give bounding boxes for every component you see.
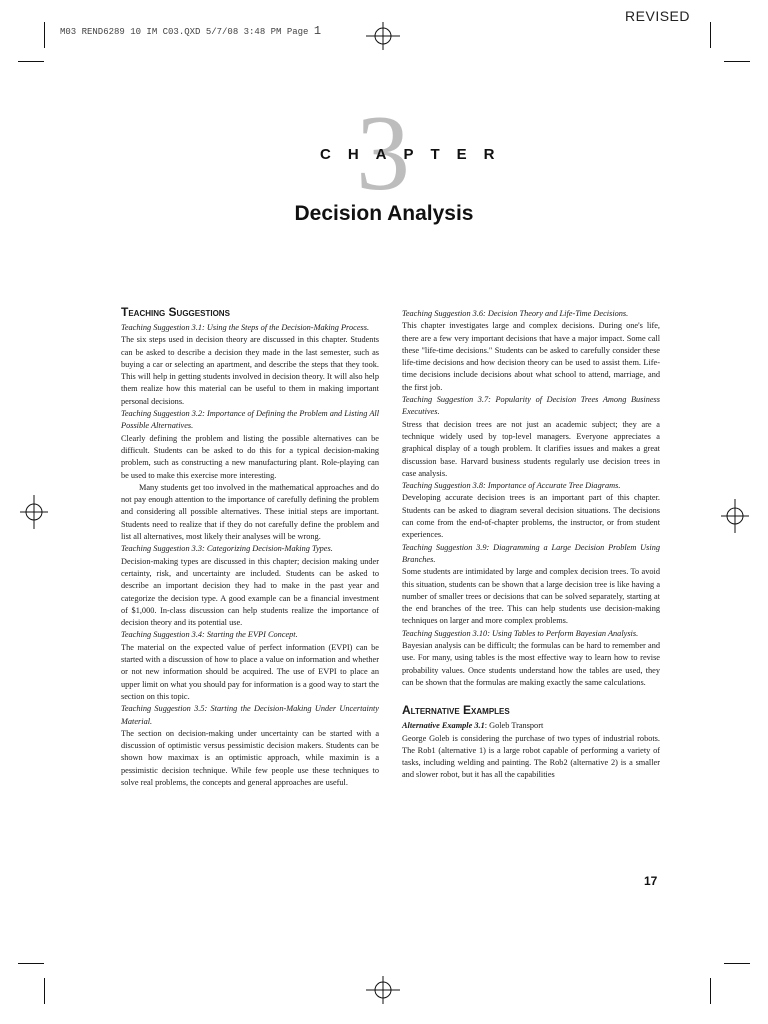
example-label: Alternative Example 3.1 bbox=[402, 721, 485, 731]
suggestion-body: Some students are intimidated by large and complex decision trees. To avoid this situation, students can be shown that a large decision tree is like having a number of smaller trees or decisions that can be solved separately, starting at the end branches of the tree. This can help students use decision-making techniques on larger and more complex problems. bbox=[402, 567, 660, 626]
suggestion-body: The section on decision-making under uncertainty can be started with a discussion of optimistic versus pessimistic decision makers. Students can be shown how maximax is an optimistic approach, while maximin is a pessimistic decision technique. While few people use these techniques to solve real problems, the concepts and general approaches are useful. bbox=[121, 728, 379, 787]
suggestion-title: Teaching Suggestion 3.10: Using Tables to Perform Bayesian Analysis. bbox=[402, 628, 639, 638]
suggestion-body: Decision-making types are discussed in this chapter; decision making under certainty, risk, and uncertainty are included. Students can be asked to describe an important decision they had to make in the past year and categorize the decision type. A good example can be a financial investment of $1,000. In-class discussion can help students realize the importance of decision theory and its potential use. bbox=[121, 556, 379, 628]
page-number: 17 bbox=[644, 874, 658, 888]
registration-mark-left bbox=[20, 495, 48, 529]
suggestion-body: Clearly defining the problem and listing the possible alternatives can be difficult. Students can be asked to do this for a typical decision-making problem, such as constructing a new manufacturing plant. Role-playing can be used to make this exercise more interesting. bbox=[121, 433, 379, 480]
slug-page: 1 bbox=[313, 24, 322, 38]
example-title bbox=[402, 720, 660, 732]
chapter-number: 3 bbox=[356, 94, 410, 213]
suggestion-title: Teaching Suggestion 3.5: Starting the Decision-Making Under Uncertainty Material. bbox=[121, 704, 379, 726]
suggestion-title: Teaching Suggestion 3.4: Starting the EVPI Concept. bbox=[121, 630, 298, 640]
suggestion-body: Developing accurate decision trees is an important part of this chapter. Students can be asked to diagram several decision situations. The decisions can come from the end-of-chapter problems, the instructor, or from student experiences. bbox=[402, 493, 660, 540]
revised-stamp: REVISED bbox=[625, 8, 690, 24]
suggestion-body: The material on the expected value of perfect information (EVPI) can be started with a discussion of how to place a value on information and whether or not new information should be acquired. The use of EVPI to place an upper limit on what you should pay for information is a good way to start the section on this topic. bbox=[121, 642, 379, 701]
suggestion-title: Teaching Suggestion 3.8: Importance of Accurate Tree Diagrams. bbox=[402, 481, 621, 491]
suggestion-title: Teaching Suggestion 3.3: Categorizing Decision-Making Types. bbox=[121, 544, 333, 554]
section-heading-teaching-suggestions: Teaching Suggestions bbox=[121, 305, 230, 319]
suggestion-body: Stress that decision trees are not just an academic subject; they are a technique widely used by top-level managers. Everyone appreciates a graphical display of a tough problem. It clarifies issues and makes a great discussion base. Harvard business students regularly use decision trees in case analysis. bbox=[402, 419, 660, 478]
suggestion-title: Teaching Suggestion 3.2: Importance of Defining the Problem and Listing All Possible Alternatives. bbox=[121, 409, 379, 431]
chapter-label: CHAPTER bbox=[320, 146, 512, 163]
suggestion-title: Teaching Suggestion 3.6: Decision Theory and Life-Time Decisions. bbox=[402, 309, 629, 318]
suggestion-body: This chapter investigates large and complex decisions. During one's life, there are a few very important decisions that have a major impact. Some call these "life-time decisions." Students can be asked to carefully consider these life-time decisions and how decision theory can be used to assist them. Life-time decisions include decisions about what school to attend, marriage, and the first job. bbox=[402, 321, 660, 392]
registration-mark-bottom bbox=[366, 976, 400, 1004]
suggestion-body: The six steps used in decision theory are discussed in this chapter. Students can be asked to describe a decision they made in the last semester, such as buying a car or selecting an apartment, and describe the steps that they took. This will help in getting students involved in decision theory. It will also help them realize how this material can be useful to them in making important personal decisions. bbox=[121, 335, 379, 406]
slug-text: M03 REND6289 10 IM C03.QXD 5/7/08 3:48 PM Page bbox=[60, 27, 309, 37]
section-heading-alternative-examples: Alternative Examples bbox=[402, 703, 510, 718]
suggestion-title: Teaching Suggestion 3.7: Popularity of Decision Trees Among Business Executives. bbox=[402, 395, 660, 417]
print-slug bbox=[60, 24, 321, 38]
registration-mark-top bbox=[366, 22, 400, 50]
registration-mark-right bbox=[721, 499, 749, 533]
right-column bbox=[402, 308, 660, 782]
left-column bbox=[121, 304, 379, 789]
chapter-title: Decision Analysis bbox=[294, 202, 474, 225]
suggestion-body: Bayesian analysis can be difficult; the formulas can be hard to remember and use. For many, using tables is the most effective way to learn how to revise probability values. Once students understand how the tables are used, they can be shown that the formulas are making exactly the same calculations. bbox=[402, 641, 660, 687]
example-subtitle: : Goleb Transport bbox=[484, 721, 544, 731]
suggestion-body: Many students get too involved in the mathematical approaches and do not pay enough attention to the importance of carefully defining the problem and considering all possible alternatives. These initial steps are important. Students need to realize that if they do not carefully define the problem and list all alternatives, most likely their analyses will be wrong. bbox=[121, 482, 379, 542]
suggestion-title: Teaching Suggestion 3.1: Using the Steps of the Decision-Making Process. bbox=[121, 323, 370, 332]
example-body: George Goleb is considering the purchase of two types of industrial robots. The Rob1 (alternative 1) is a large robot capable of performing a variety of tasks, including welding and painting. The Rob2 (alternative 2) is a smaller and slower robot, but it has all the capabilities bbox=[402, 733, 660, 780]
suggestion-title: Teaching Suggestion 3.9: Diagramming a Large Decision Problem Using Branches. bbox=[402, 542, 660, 564]
